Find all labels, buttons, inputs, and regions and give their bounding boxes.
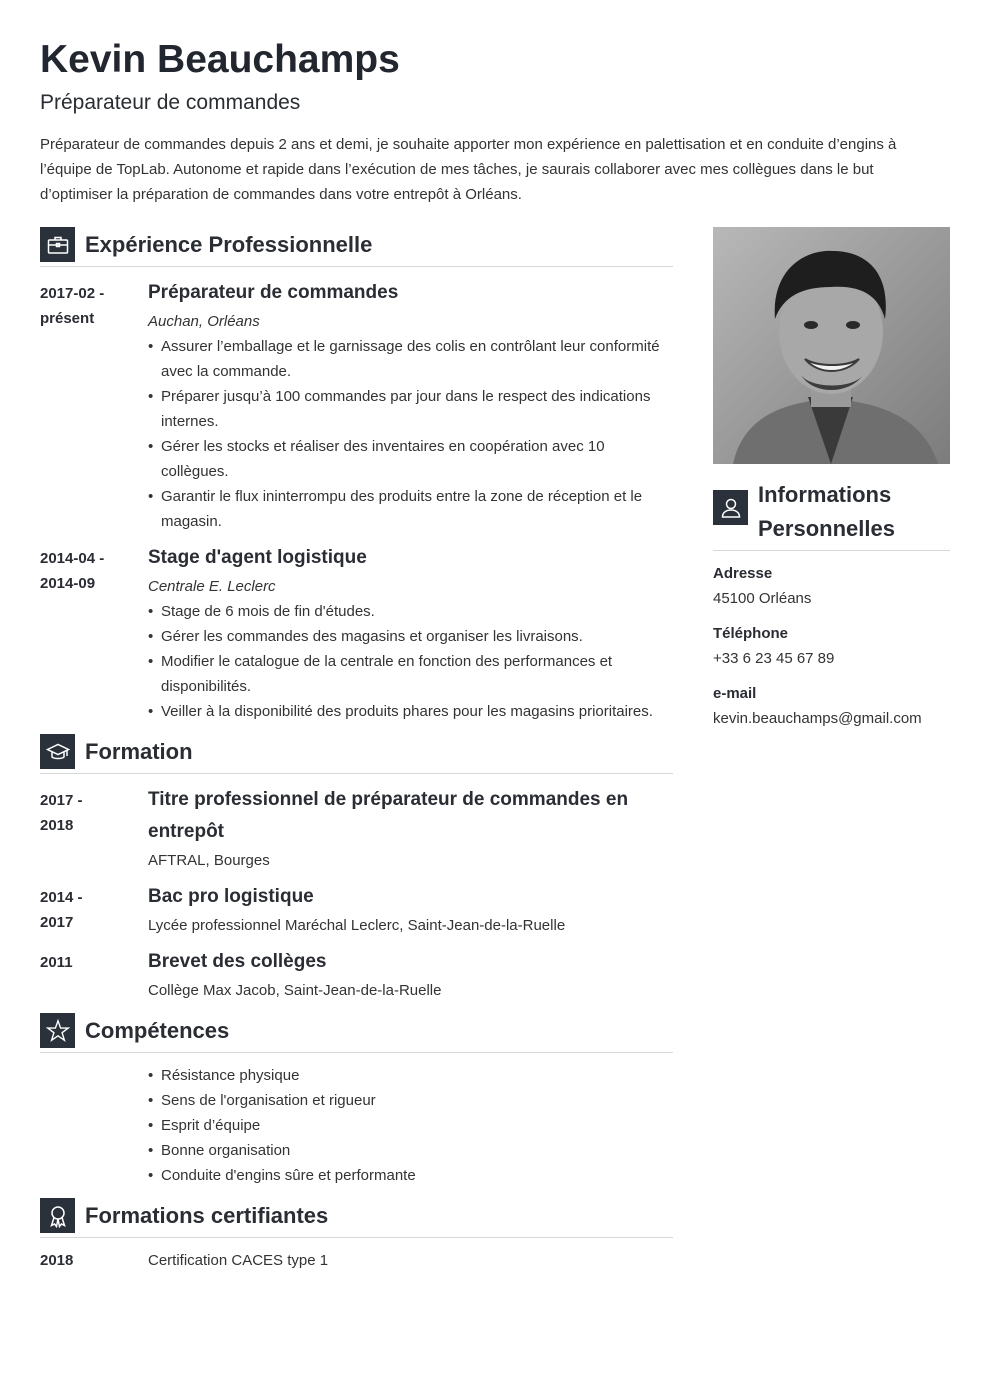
- email-label: e-mail: [713, 685, 757, 702]
- phone-value: +33 6 23 45 67 89: [713, 650, 835, 667]
- education-heading: Formation: [85, 738, 193, 764]
- education-entry: [40, 885, 673, 938]
- list-item: • Assurer l’emballage et le garnissage des colis en contrôlant leur conformité avec la commande.: [148, 334, 673, 384]
- education-header: [40, 734, 673, 774]
- personal-info-heading: Informations Personnelles: [758, 482, 895, 541]
- phone-label: Téléphone: [713, 625, 789, 642]
- job-title: Préparateur de commandes: [40, 91, 301, 114]
- experience-section: [40, 227, 673, 724]
- list-item: • Sens de l'organisation et rigueur: [148, 1088, 673, 1113]
- experience-heading: Expérience Professionnelle: [85, 231, 373, 257]
- side-column: [713, 227, 950, 731]
- certification-name: Certification CACES type 1: [148, 1252, 329, 1269]
- education-entry: [40, 950, 673, 1003]
- certifications-section: [40, 1198, 673, 1273]
- candidate-name: Kevin Beauchamps: [40, 38, 400, 81]
- skills-entry: [40, 1063, 673, 1188]
- certifications-heading: Formations certifiantes: [85, 1202, 329, 1228]
- entry-date: 2014 - 2017: [40, 889, 83, 931]
- experience-entry: [40, 546, 673, 724]
- address-label: Adresse: [713, 565, 773, 582]
- resume-page: [40, 36, 950, 1269]
- entry-date: 2017 - 2018: [40, 792, 83, 834]
- list-item: • Stage de 6 mois de fin d'études.: [148, 599, 673, 624]
- list-item: • Gérer les stocks et réaliser des inventaires en coopération avec 10 collègues.: [148, 434, 673, 484]
- entry-bullets: [148, 334, 673, 534]
- briefcase-icon: [40, 227, 75, 262]
- skills-section: [40, 1013, 673, 1188]
- experience-header: [40, 227, 673, 267]
- entry-school: AFTRAL, Bourges: [148, 852, 270, 869]
- entry-date: 2017-02 - présent: [40, 285, 105, 327]
- entry-date: 2011: [40, 954, 73, 971]
- entry-school: Collège Max Jacob, Saint-Jean-de-la-Ruelle: [148, 982, 442, 999]
- personal-info-header: [713, 478, 950, 551]
- entry-title: Titre professionnel de préparateur de commandes en entrepôt: [148, 789, 629, 842]
- experience-entry: [40, 281, 673, 534]
- certifications-header: [40, 1198, 673, 1238]
- entry-title: Brevet des collèges: [148, 951, 327, 972]
- profile-summary: Préparateur de commandes depuis 2 ans et demi, je souhaite apporter mon expérience en palettisation et en conduite d’engins à l’équipe de TopLab. Autonome et rapide dans l’exécution de mes tâches, je saurais collaborer avec mes collègues dans le but d’optimiser la préparation de commandes dans votre entrepôt à Orléans.: [40, 136, 897, 203]
- certification-entry: [40, 1248, 673, 1273]
- list-item: • Veiller à la disponibilité des produits phares pour les magasins prioritaires.: [148, 699, 673, 724]
- list-item: • Gérer les commandes des magasins et organiser les livraisons.: [148, 624, 673, 649]
- list-item: • Garantir le flux ininterrompu des produits entre la zone de réception et le magasin.: [148, 484, 673, 534]
- star-icon: [40, 1013, 75, 1048]
- list-item: • Bonne organisation: [148, 1138, 673, 1163]
- entry-title: Bac pro logistique: [148, 886, 314, 907]
- main-column: [40, 227, 673, 1273]
- entry-school: Lycée professionnel Maréchal Leclerc, Saint-Jean-de-la-Ruelle: [148, 917, 566, 934]
- entry-title: Préparateur de commandes: [148, 282, 399, 303]
- graduation-cap-icon: [40, 734, 75, 769]
- award-ribbon-icon: [40, 1198, 75, 1233]
- list-item: • Résistance physique: [148, 1063, 673, 1088]
- person-icon: [713, 490, 748, 525]
- education-section: [40, 734, 673, 1003]
- profile-photo: [713, 227, 950, 464]
- list-item: • Modifier le catalogue de la centrale en fonction des performances et disponibilités.: [148, 649, 673, 699]
- email-value[interactable]: kevin.beauchamps@gmail.com: [713, 710, 922, 727]
- entry-title: Stage d'agent logistique: [148, 547, 367, 568]
- entry-date: 2014-04 - 2014-09: [40, 550, 105, 592]
- skills-list: [148, 1063, 673, 1188]
- skills-heading: Compétences: [85, 1017, 230, 1043]
- skills-header: [40, 1013, 673, 1053]
- list-item: • Conduite d'engins sûre et performante: [148, 1163, 673, 1188]
- entry-date: 2018: [40, 1252, 74, 1269]
- entry-company: Auchan, Orléans: [148, 313, 260, 330]
- address-value: 45100 Orléans: [713, 590, 812, 607]
- education-entry: [40, 788, 673, 873]
- list-item: • Préparer jusqu’à 100 commandes par jour dans le respect des indications internes.: [148, 384, 673, 434]
- entry-bullets: [148, 599, 673, 724]
- list-item: • Esprit d’équipe: [148, 1113, 673, 1138]
- entry-company: Centrale E. Leclerc: [148, 578, 276, 595]
